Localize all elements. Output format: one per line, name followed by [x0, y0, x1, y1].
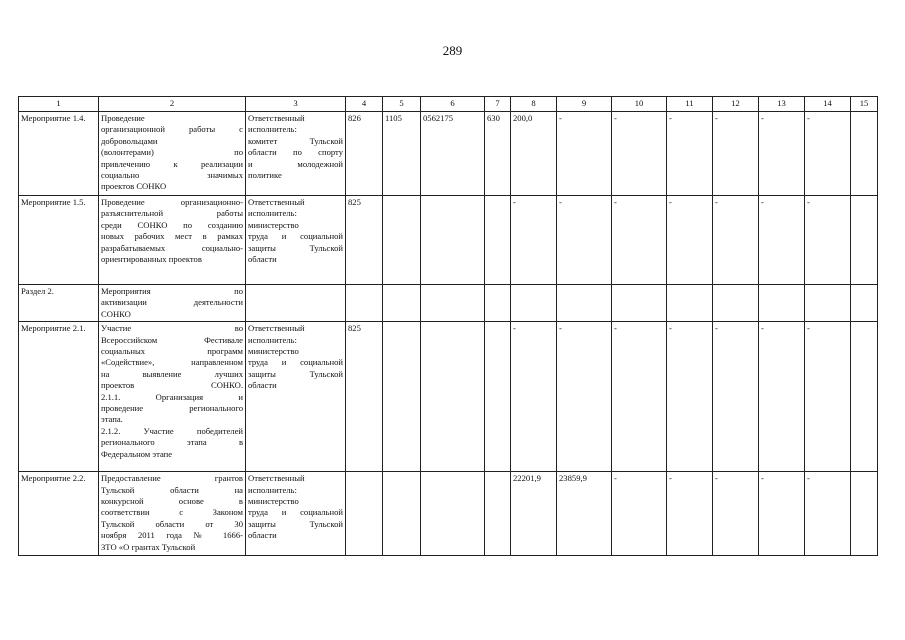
responsible-line: Ответственный — [248, 323, 305, 334]
cell-col-15 — [851, 112, 878, 196]
description-line: добровольцами — [101, 135, 158, 146]
description-line: Мероприятия по — [101, 286, 243, 296]
cell-col-6 — [421, 472, 485, 556]
responsible-line: политике — [248, 170, 282, 181]
column-header-2: 2 — [99, 97, 246, 112]
description-line: организационной работы с — [101, 124, 243, 135]
description-line: социально значимых — [101, 170, 243, 181]
responsible-line: труда и социальной — [248, 507, 343, 518]
responsible-line: исполнитель: — [248, 484, 297, 495]
responsible-line: защиты Тульской — [248, 368, 343, 379]
responsible-line: области — [248, 380, 277, 391]
column-header-14: 14 — [805, 97, 851, 112]
description-line: социальных программ — [101, 346, 243, 357]
row-label: Мероприятие 1.4. — [19, 112, 99, 196]
activity-description — [99, 196, 246, 285]
column-header-15: 15 — [851, 97, 878, 112]
cell-col-12: - — [713, 472, 759, 556]
cell-col-7 — [485, 196, 511, 285]
responsible-line: труда и социальной — [248, 357, 343, 368]
cell-col-8: - — [511, 196, 557, 285]
description-line: разрабатываемых социально- — [101, 242, 243, 253]
program-activities-table — [18, 96, 878, 556]
cell-col-7: 630 — [485, 112, 511, 196]
cell-col-7 — [485, 472, 511, 556]
cell-col-6 — [421, 285, 485, 322]
cell-col-10: - — [612, 472, 667, 556]
cell-col-4: 825 — [346, 196, 383, 285]
description-line: Всероссийском Фестивале — [101, 334, 243, 345]
cell-col-13: - — [759, 322, 805, 472]
cell-col-14: - — [805, 472, 851, 556]
column-header-13: 13 — [759, 97, 805, 112]
description-line: СОНКО — [101, 308, 131, 319]
row-label: Раздел 2. — [19, 285, 99, 322]
description-line: регионального этапа в — [101, 437, 243, 448]
page-number: 289 — [442, 43, 463, 58]
cell-col-7 — [485, 285, 511, 322]
cell-col-12: - — [713, 112, 759, 196]
cell-col-10 — [612, 285, 667, 322]
description-line: Участие во — [101, 323, 243, 334]
responsible-line: труда и социальной — [248, 231, 343, 242]
table-row — [19, 322, 878, 472]
cell-col-10: - — [612, 112, 667, 196]
cell-col-9: - — [557, 112, 612, 196]
description-line: (волонтерами) по — [101, 147, 243, 158]
description-line: Проведение организационно- — [101, 197, 243, 207]
responsible-line: защиты Тульской — [248, 518, 343, 529]
cell-col-9 — [557, 285, 612, 322]
cell-col-11: - — [667, 112, 713, 196]
description-line: Федеральном этапе — [101, 448, 173, 459]
cell-col-5 — [383, 472, 421, 556]
cell-col-13 — [759, 285, 805, 322]
row-label: Мероприятие 2.2. — [19, 472, 99, 556]
column-header-5: 5 — [383, 97, 421, 112]
cell-col-12: - — [713, 322, 759, 472]
column-header-1: 1 — [19, 97, 99, 112]
cell-col-14: - — [805, 196, 851, 285]
description-line: новых рабочих мест в рамках — [101, 231, 243, 242]
responsible-line: области — [248, 254, 277, 265]
responsible-executor — [246, 112, 346, 196]
description-line: 2.1.2. Участие победителей — [101, 425, 243, 436]
cell-col-15 — [851, 322, 878, 472]
cell-col-11: - — [667, 196, 713, 285]
responsible-line: министерство — [248, 219, 299, 230]
cell-col-13: - — [759, 472, 805, 556]
description-line: проведение регионального — [101, 403, 243, 414]
cell-col-6 — [421, 196, 485, 285]
cell-col-9: 23859,9 — [557, 472, 612, 556]
column-header-10: 10 — [612, 97, 667, 112]
responsible-line: и молодежной — [248, 158, 343, 169]
description-line: 2.1.1. Организация и — [101, 391, 243, 402]
column-header-7: 7 — [485, 97, 511, 112]
activity-description — [99, 322, 246, 472]
cell-col-7 — [485, 322, 511, 472]
cell-col-11: - — [667, 472, 713, 556]
header-row — [19, 97, 878, 112]
activity-description — [99, 285, 246, 322]
responsible-line: области — [248, 530, 277, 541]
description-line: этапа. — [101, 414, 123, 425]
description-line: ориентированных проектов — [101, 254, 202, 265]
description-line: Тульской области на — [101, 484, 243, 495]
cell-col-15 — [851, 285, 878, 322]
responsible-executor — [246, 196, 346, 285]
cell-col-4: 825 — [346, 322, 383, 472]
description-line: конкурсной основе в — [101, 496, 243, 507]
column-header-4: 4 — [346, 97, 383, 112]
description-line: проектов СОНКО — [101, 181, 167, 192]
responsible-executor — [246, 322, 346, 472]
cell-col-9: - — [557, 322, 612, 472]
column-header-6: 6 — [421, 97, 485, 112]
responsible-line: защиты Тульской — [248, 242, 343, 253]
cell-col-5 — [383, 196, 421, 285]
description-line: привлечению к реализации — [101, 158, 243, 169]
cell-col-11 — [667, 285, 713, 322]
responsible-line: исполнитель: — [248, 124, 297, 135]
description-line: проектов СОНКО. — [101, 380, 243, 391]
responsible-line: Ответственный — [248, 473, 305, 484]
responsible-line: Ответственный — [248, 113, 305, 123]
responsible-line: Ответственный — [248, 197, 305, 207]
responsible-line: исполнитель: — [248, 208, 297, 219]
responsible-executor — [246, 472, 346, 556]
responsible-line: министерство — [248, 496, 299, 507]
column-header-9: 9 — [557, 97, 612, 112]
responsible-executor — [246, 285, 346, 322]
table-row — [19, 285, 878, 322]
description-line: на выявление лучших — [101, 368, 243, 379]
description-line: Тульской области от 30 — [101, 518, 243, 529]
cell-col-10: - — [612, 196, 667, 285]
description-line: Проведение — [101, 113, 145, 123]
cell-col-11: - — [667, 322, 713, 472]
cell-col-8: 200,0 — [511, 112, 557, 196]
cell-col-14: - — [805, 112, 851, 196]
table-row — [19, 196, 878, 285]
description-line: разъяснительной работы — [101, 208, 243, 219]
column-header-12: 12 — [713, 97, 759, 112]
cell-col-5 — [383, 285, 421, 322]
description-line: соответствии с Законом — [101, 507, 243, 518]
responsible-line: министерство — [248, 346, 299, 357]
cell-col-14: - — [805, 322, 851, 472]
cell-col-10: - — [612, 322, 667, 472]
cell-col-12: - — [713, 196, 759, 285]
column-header-11: 11 — [667, 97, 713, 112]
cell-col-5 — [383, 322, 421, 472]
description-line: ноября 2011 года № 1666- — [101, 530, 243, 541]
responsible-line: области по спорту — [248, 147, 343, 158]
cell-col-15 — [851, 472, 878, 556]
cell-col-12 — [713, 285, 759, 322]
cell-col-8 — [511, 285, 557, 322]
cell-col-6 — [421, 322, 485, 472]
cell-col-8: 22201,9 — [511, 472, 557, 556]
table-row — [19, 112, 878, 196]
cell-col-4 — [346, 472, 383, 556]
cell-col-9: - — [557, 196, 612, 285]
activity-description — [99, 112, 246, 196]
description-line: ЗТО «О грантах Тульской — [101, 541, 196, 552]
activity-description — [99, 472, 246, 556]
cell-col-13: - — [759, 196, 805, 285]
responsible-line: комитет Тульской — [248, 135, 343, 146]
column-header-8: 8 — [511, 97, 557, 112]
cell-col-13: - — [759, 112, 805, 196]
table-row — [19, 472, 878, 556]
cell-col-8: - — [511, 322, 557, 472]
row-label: Мероприятие 2.1. — [19, 322, 99, 472]
description-line: «Содействие», направленном — [101, 357, 243, 368]
row-label: Мероприятие 1.5. — [19, 196, 99, 285]
column-header-3: 3 — [246, 97, 346, 112]
description-line: активизации деятельности — [101, 297, 243, 308]
cell-col-14 — [805, 285, 851, 322]
cell-col-15 — [851, 196, 878, 285]
description-line: среди СОНКО по созданию — [101, 219, 243, 230]
cell-col-4: 826 — [346, 112, 383, 196]
cell-col-4 — [346, 285, 383, 322]
responsible-line: исполнитель: — [248, 334, 297, 345]
cell-col-5: 1105 — [383, 112, 421, 196]
description-line: Предоставление грантов — [101, 473, 243, 484]
cell-col-6: 0562175 — [421, 112, 485, 196]
